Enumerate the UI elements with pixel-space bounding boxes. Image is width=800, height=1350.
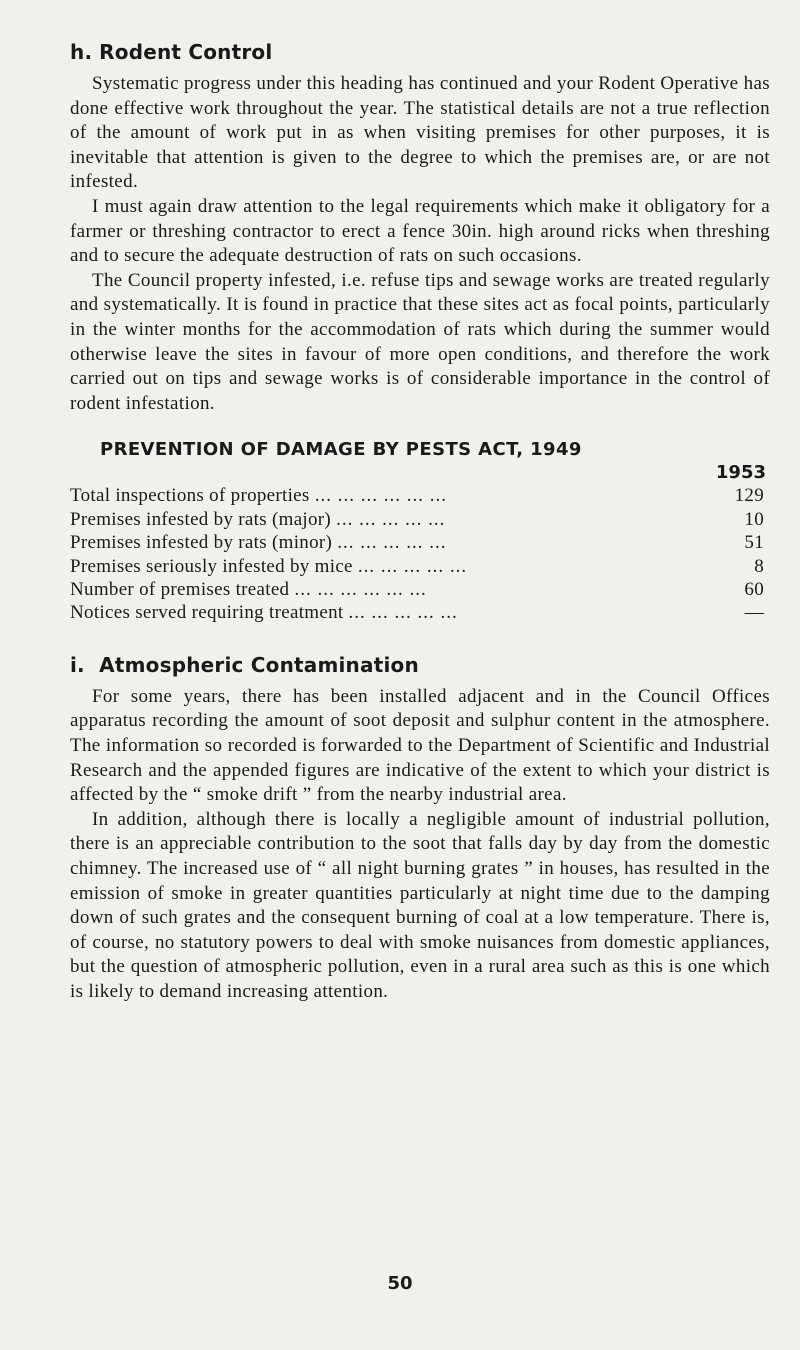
table-row [70,578,770,601]
row-label-cell [70,531,650,554]
row-label: Number of premises treated [70,578,290,600]
row-leader-dots: ... ... ... ... ... [337,532,447,554]
row-leader-dots: ... ... ... ... ... [348,602,458,624]
row-label: Premises infested by rats (major) [70,508,332,530]
section-i-title: Atmospheric Contamination [99,652,419,677]
row-label-cell [70,484,650,507]
table-row [70,531,770,554]
row-value: 10 [744,508,764,530]
section-i-paragraph-2: In addition, although there is locally a negligible amount of industrial pollution, there is an appreciable contribution to the soot that falls day by day from the domestic chimney. The increased use of “ all night burning grates ” in houses, has resulted in the emission of smoke in greater quantities particularly at night time due to the damping down of such grates and the consequent burning of coal at a low temperature. There is, of course, no statutory powers to deal with smoke nuisances from domestic appliances, but the question of atmospheric pollution, even in a rural area such as this is one which is likely to demand increasing attention. [70,808,770,1002]
section-h-paragraph-3: The Council property infested, i.e. refuse tips and sewage works are treated regularly and systematically. It is found in practice that these sites act as focal points, particularly in the winter months for the accommodation of rats which during the summer would otherwise leave the sites in favour of more open conditions, and therefore the work carried out on tips and sewage works is of considerable importance in the control of rodent infestation. [70,269,770,414]
section-h-heading [70,38,770,66]
pests-table-year-header: 1953 [715,462,766,484]
row-leader-dots: ... ... ... ... ... ... [294,578,427,600]
row-label-cell [70,578,650,601]
section-h-letter: h. [70,40,93,64]
row-label-cell [70,508,650,531]
row-value: — [744,602,764,624]
section-i-letter: i. [70,652,85,677]
row-value: 60 [744,578,764,600]
table-row [70,508,770,531]
table-row [70,601,770,624]
row-leader-dots: ... ... ... ... ... [336,508,446,530]
pests-statistics-table [70,484,770,624]
page-content [70,38,770,1004]
row-leader-dots: ... ... ... ... ... [357,555,468,577]
row-label: Total inspections of properties [70,485,310,507]
table-row [70,555,770,578]
section-h-paragraph-1: Systematic progress under this heading has continued and your Rodent Operative has done effective work throughout the year. The statistical details are not a true reflection of the amount of work put in as when visiting premises for other purposes, it is inevitable that attention is given to the degree to which the premises are, or are not infested. [70,73,770,193]
row-label: Notices served requiring treatment [70,602,344,624]
row-value: 51 [744,532,764,554]
row-leader-dots: ... ... ... ... ... ... [314,485,447,507]
row-value: 129 [734,485,764,507]
pests-act-title: PREVENTION OF DAMAGE BY PESTS ACT, 1949 [100,439,582,461]
section-h-title: Rodent Control [99,40,273,64]
section-spacer [70,625,770,651]
section-i-paragraph-1: For some years, there has been installed adjacent and in the Council Offices apparatus recording the amount of soot deposit and sulphur content in the atmosphere. The information so recorded is forwarded to the Department of Scientific and Industrial Research and the appended figures are indicative of the extent to which your district is affected by the “ smoke drift ” from the nearby industrial area. [70,685,770,806]
row-value: 8 [754,555,764,577]
section-i-heading [70,651,770,679]
page-number: 50 [387,1273,413,1294]
section-h-paragraph-2: I must again draw attention to the legal requirements which make it obligatory for a farmer or threshing contractor to erect a fence 30in. high around ricks when threshing and to secure the adequate destruction of rats on such occasions. [70,195,770,267]
row-label: Premises infested by rats (minor) [70,532,333,554]
table-row [70,484,770,507]
row-label: Premises seriously infested by mice [70,555,353,577]
row-label-cell [70,601,650,624]
row-label-cell [70,555,650,578]
